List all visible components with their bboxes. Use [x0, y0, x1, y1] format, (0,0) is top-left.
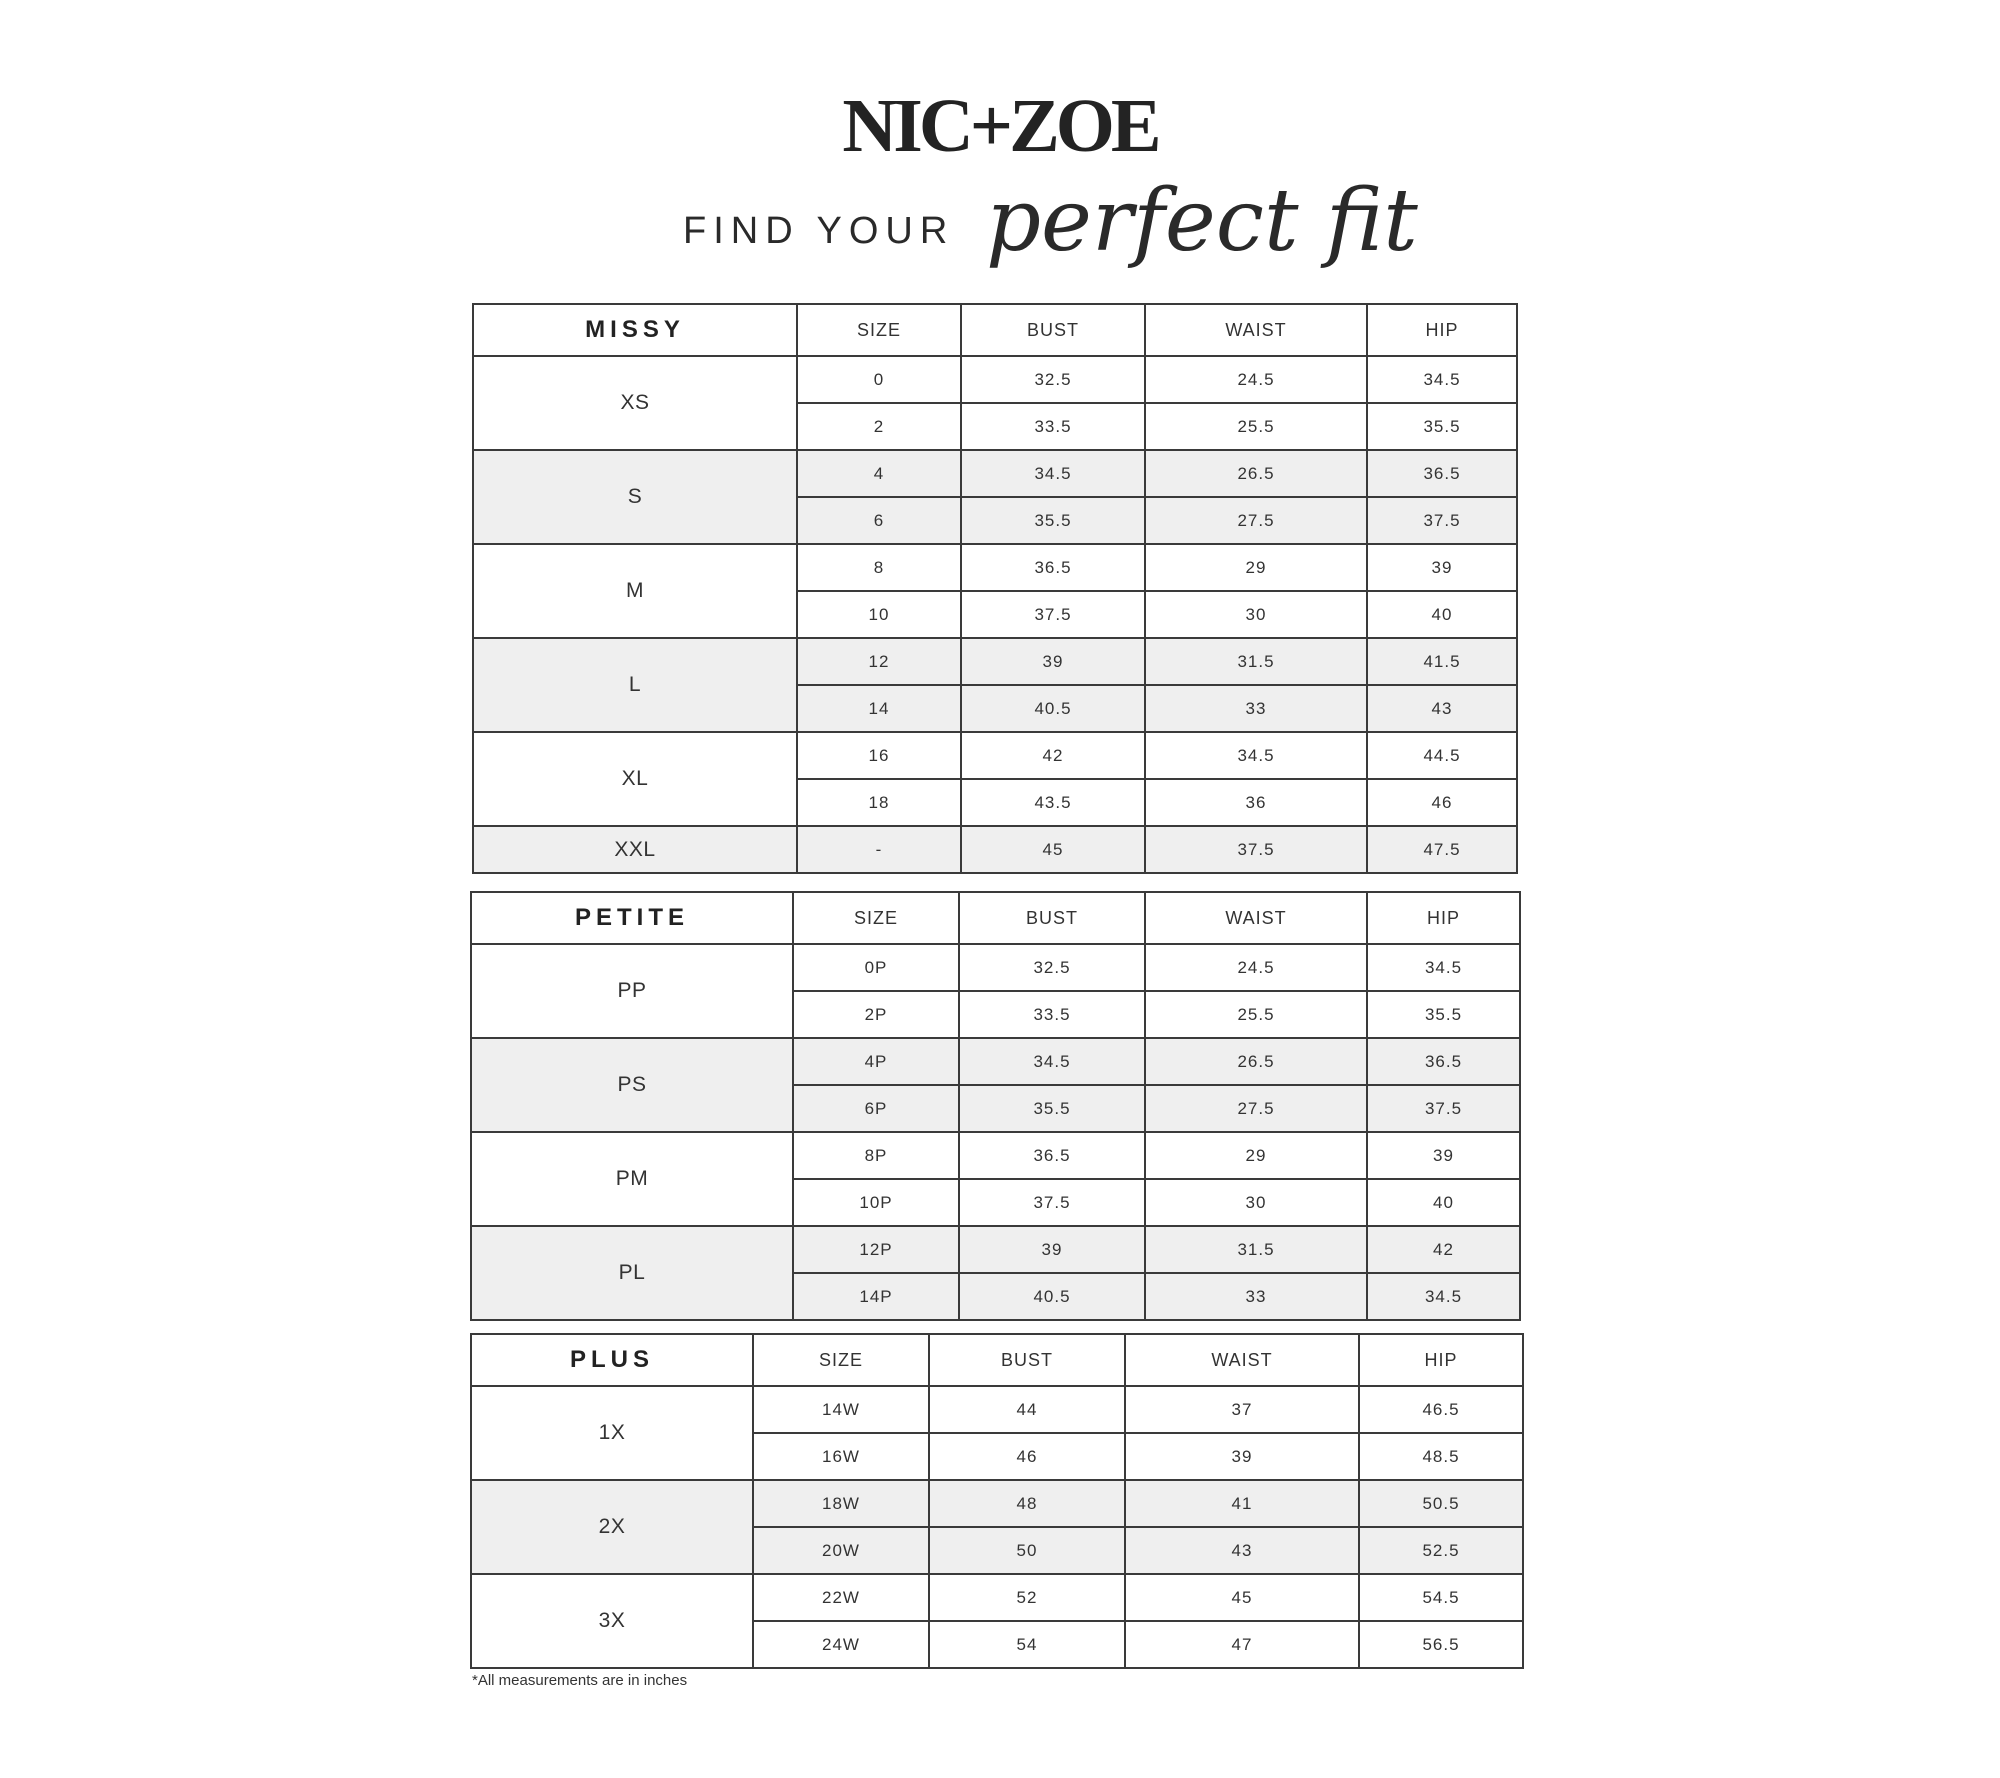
column-header: BUST	[961, 304, 1145, 356]
measurement-cell: 43.5	[961, 779, 1145, 826]
measurement-cell: 32.5	[959, 944, 1145, 991]
table-header-row	[473, 304, 1517, 356]
measurement-cell: 40	[1367, 591, 1517, 638]
table-row	[471, 1132, 1520, 1179]
table-row	[471, 1038, 1520, 1085]
column-header: HIP	[1367, 892, 1520, 944]
measurement-cell: 25.5	[1145, 403, 1367, 450]
brand-logo: NIC+ZOE	[842, 84, 1158, 168]
measurement-cell: 44.5	[1367, 732, 1517, 779]
petite-size-table	[470, 891, 1521, 1321]
measurement-cell: 40	[1367, 1179, 1520, 1226]
column-header: SIZE	[793, 892, 959, 944]
table-category-title: MISSY	[473, 304, 797, 356]
measurement-cell: 40.5	[959, 1273, 1145, 1320]
measurement-cell: 47	[1125, 1621, 1359, 1668]
measurement-cell: 31.5	[1145, 638, 1367, 685]
measurement-cell: 40.5	[961, 685, 1145, 732]
measurement-cell: 46	[1367, 779, 1517, 826]
column-header: HIP	[1367, 304, 1517, 356]
measurement-cell: 42	[961, 732, 1145, 779]
measurement-cell: 8P	[793, 1132, 959, 1179]
table-header-row	[471, 892, 1520, 944]
column-header: HIP	[1359, 1334, 1523, 1386]
size-group-label: 1X	[471, 1386, 753, 1480]
measurement-cell: 37.5	[1145, 826, 1367, 873]
measurement-cell: 0	[797, 356, 961, 403]
measurement-cell: 10	[797, 591, 961, 638]
measurement-cell: 56.5	[1359, 1621, 1523, 1668]
measurement-cell: 16W	[753, 1433, 929, 1480]
measurement-cell: 14W	[753, 1386, 929, 1433]
measurement-cell: 37.5	[961, 591, 1145, 638]
table-row	[471, 944, 1520, 991]
table-row	[473, 638, 1517, 685]
measurement-cell: 24.5	[1145, 944, 1367, 991]
measurement-cell: 46	[929, 1433, 1125, 1480]
size-group-label: PS	[471, 1038, 793, 1132]
measurement-cell: 35.5	[961, 497, 1145, 544]
measurement-cell: 0P	[793, 944, 959, 991]
measurement-cell: 36.5	[961, 544, 1145, 591]
measurement-cell: 37.5	[1367, 1085, 1520, 1132]
tagline-script-text: perfect fit	[986, 171, 1418, 271]
table-row	[473, 826, 1517, 873]
measurement-cell: 47.5	[1367, 826, 1517, 873]
table-row	[473, 544, 1517, 591]
table-row	[471, 1386, 1523, 1433]
measurement-cell: 31.5	[1145, 1226, 1367, 1273]
measurement-cell: 30	[1145, 591, 1367, 638]
measurement-cell: 2	[797, 403, 961, 450]
measurement-cell: 24.5	[1145, 356, 1367, 403]
measurement-cell: 30	[1145, 1179, 1367, 1226]
size-group-label: M	[473, 544, 797, 638]
measurement-cell: 34.5	[961, 450, 1145, 497]
column-header: BUST	[959, 892, 1145, 944]
tagline	[0, 158, 2000, 288]
tagline-script	[980, 158, 1418, 288]
measurement-cell: 45	[1125, 1574, 1359, 1621]
measurement-cell: 44	[929, 1386, 1125, 1433]
table-category-title: PETITE	[471, 892, 793, 944]
measurement-cell: 45	[961, 826, 1145, 873]
measurement-cell: 50	[929, 1527, 1125, 1574]
measurement-cell: 34.5	[1367, 356, 1517, 403]
measurement-cell: 33.5	[961, 403, 1145, 450]
size-group-label: 2X	[471, 1480, 753, 1574]
measurement-cell: 35.5	[1367, 403, 1517, 450]
table-category-title: PLUS	[471, 1334, 753, 1386]
measurement-cell: 24W	[753, 1621, 929, 1668]
measurement-cell: 36.5	[1367, 1038, 1520, 1085]
size-group-label: PP	[471, 944, 793, 1038]
size-group-label: PM	[471, 1132, 793, 1226]
column-header: WAIST	[1125, 1334, 1359, 1386]
measurement-cell: 27.5	[1145, 1085, 1367, 1132]
size-group-label: XL	[473, 732, 797, 826]
measurement-cell: 39	[1367, 1132, 1520, 1179]
measurement-cell: 33	[1145, 1273, 1367, 1320]
measurement-cell: 48	[929, 1480, 1125, 1527]
measurement-cell: -	[797, 826, 961, 873]
column-header: BUST	[929, 1334, 1125, 1386]
measurement-cell: 34.5	[1367, 944, 1520, 991]
measurement-cell: 2P	[793, 991, 959, 1038]
measurement-cell: 35.5	[959, 1085, 1145, 1132]
measurement-cell: 34.5	[1145, 732, 1367, 779]
measurement-cell: 29	[1145, 1132, 1367, 1179]
table-header-row	[471, 1334, 1523, 1386]
table-row	[473, 450, 1517, 497]
measurement-cell: 32.5	[961, 356, 1145, 403]
measurement-cell: 18	[797, 779, 961, 826]
measurement-cell: 39	[961, 638, 1145, 685]
size-group-label: L	[473, 638, 797, 732]
measurement-cell: 41	[1125, 1480, 1359, 1527]
measurement-cell: 37	[1125, 1386, 1359, 1433]
measurement-cell: 50.5	[1359, 1480, 1523, 1527]
measurement-cell: 46.5	[1359, 1386, 1523, 1433]
missy-size-table	[472, 303, 1518, 874]
table-row	[473, 732, 1517, 779]
measurement-cell: 43	[1367, 685, 1517, 732]
measurement-cell: 26.5	[1145, 450, 1367, 497]
table-row	[471, 1226, 1520, 1273]
measurement-cell: 33.5	[959, 991, 1145, 1038]
measurement-cell: 35.5	[1367, 991, 1520, 1038]
size-group-label: 3X	[471, 1574, 753, 1668]
measurement-cell: 54	[929, 1621, 1125, 1668]
measurement-cell: 37.5	[959, 1179, 1145, 1226]
table-row	[471, 1574, 1523, 1621]
column-header: SIZE	[797, 304, 961, 356]
measurement-cell: 54.5	[1359, 1574, 1523, 1621]
measurement-cell: 36.5	[1367, 450, 1517, 497]
column-header: WAIST	[1145, 304, 1367, 356]
measurement-cell: 41.5	[1367, 638, 1517, 685]
measurement-cell: 39	[959, 1226, 1145, 1273]
measurement-cell: 18W	[753, 1480, 929, 1527]
size-group-label: XS	[473, 356, 797, 450]
measurement-cell: 34.5	[959, 1038, 1145, 1085]
measurement-cell: 10P	[793, 1179, 959, 1226]
measurement-cell: 6	[797, 497, 961, 544]
size-group-label: XXL	[473, 826, 797, 873]
measurement-cell: 20W	[753, 1527, 929, 1574]
measurement-cell: 4P	[793, 1038, 959, 1085]
size-group-label: S	[473, 450, 797, 544]
measurement-cell: 27.5	[1145, 497, 1367, 544]
table-row	[473, 356, 1517, 403]
measurement-cell: 16	[797, 732, 961, 779]
measurement-cell: 25.5	[1145, 991, 1367, 1038]
tagline-prefix: FIND YOUR	[683, 210, 955, 252]
measurement-cell: 36	[1145, 779, 1367, 826]
measurement-cell: 43	[1125, 1527, 1359, 1574]
measurement-cell: 14P	[793, 1273, 959, 1320]
measurement-cell: 52.5	[1359, 1527, 1523, 1574]
measurement-cell: 29	[1145, 544, 1367, 591]
table-row	[471, 1480, 1523, 1527]
measurement-cell: 12P	[793, 1226, 959, 1273]
measurement-cell: 34.5	[1367, 1273, 1520, 1320]
measurement-cell: 6P	[793, 1085, 959, 1132]
measurement-cell: 12	[797, 638, 961, 685]
measurement-cell: 39	[1367, 544, 1517, 591]
measurement-footnote: *All measurements are in inches	[472, 1672, 688, 1689]
size-group-label: PL	[471, 1226, 793, 1320]
column-header: SIZE	[753, 1334, 929, 1386]
measurement-cell: 42	[1367, 1226, 1520, 1273]
measurement-cell: 14	[797, 685, 961, 732]
measurement-cell: 22W	[753, 1574, 929, 1621]
measurement-cell: 37.5	[1367, 497, 1517, 544]
measurement-cell: 4	[797, 450, 961, 497]
column-header: WAIST	[1145, 892, 1367, 944]
measurement-cell: 36.5	[959, 1132, 1145, 1179]
measurement-cell: 26.5	[1145, 1038, 1367, 1085]
plus-size-table	[470, 1333, 1524, 1669]
measurement-cell: 52	[929, 1574, 1125, 1621]
measurement-cell: 33	[1145, 685, 1367, 732]
measurement-cell: 48.5	[1359, 1433, 1523, 1480]
measurement-cell: 8	[797, 544, 961, 591]
measurement-cell: 39	[1125, 1433, 1359, 1480]
